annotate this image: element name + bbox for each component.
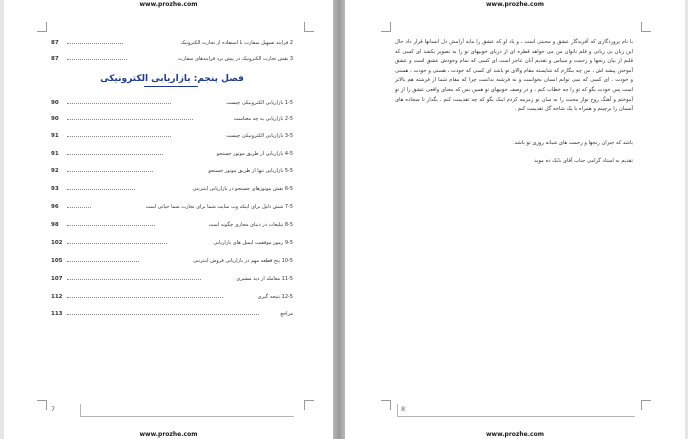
left-page: [4, 0, 333, 439]
chapter-title: فصل پنجم: بازاریابی الکترونیکی: [100, 74, 244, 84]
footer-divider: [397, 404, 398, 416]
toc-entry-page: 107: [51, 276, 63, 282]
toc-entry-text: مراجع: [280, 311, 293, 317]
toc-entry-text: 3-5 بازاریابی الکترونیکی چیست: [226, 133, 293, 139]
toc-entry[interactable]: [51, 149, 293, 160]
toc-entry[interactable]: [51, 292, 293, 303]
dedication-to: تقدیم به استاد گرامی جناب آقای بابک ده موبد: [534, 158, 633, 164]
footer-rule: [80, 416, 294, 417]
dedication-closing: باشد که جبران رنجها و زحمت های شبانه روزی تو باشد.: [513, 140, 633, 146]
toc-entry-text: 12-5 نتیجه گیری: [257, 294, 293, 300]
toc-entry-page: 91: [51, 133, 59, 139]
toc-entry[interactable]: [51, 220, 293, 231]
footer-divider: [80, 404, 81, 416]
toc-entry-text: 3 نقش تجارت الکترونیک در پیش برد فرایندهای سفارت: [178, 56, 293, 62]
toc-entry[interactable]: [51, 131, 293, 142]
toc-entry-text: 10-5 پنج قطعه مهم در بازاریابی فروش اینترنتی: [192, 258, 293, 264]
toc-leader: [67, 59, 127, 60]
toc-entry-page: 90: [51, 116, 59, 122]
toc-entry-text: 9-5 رموز موفقیت ایمیل های بازاریابی: [213, 240, 293, 246]
crop-mark: [641, 22, 651, 32]
toc-leader: [67, 103, 171, 104]
toc-entry-text: 2-5 بازاریابی به چه معناست: [233, 116, 293, 122]
toc-entry-text: 4-5 بازاریابی از طریق موتور جستجو: [216, 151, 293, 157]
toc-entry[interactable]: [51, 309, 293, 320]
toc-leader: [67, 136, 171, 137]
toc-entry-text: 8-5 تبلیغات در دنیای مجازی چگونه است: [208, 222, 293, 228]
toc-leader: [67, 225, 155, 226]
crop-mark: [304, 22, 314, 32]
page-number: 8: [401, 405, 406, 413]
crop-mark: [304, 400, 314, 410]
toc-entry-page: 87: [51, 40, 59, 46]
toc-leader: [67, 119, 193, 120]
watermark-bottom: www.prozhe.com: [139, 431, 198, 438]
toc-leader: [67, 297, 223, 298]
toc-entry-text: 7-5 شش دلیل برای اینکه وب سایت شما برای تجارت شما حیاتی است: [145, 204, 293, 210]
toc-entry[interactable]: [51, 202, 293, 213]
toc-entry-page: 113: [51, 311, 63, 317]
dedication-paragraph: با نام پروردگاری که آفریدگار عشق و محبتی است ، و یاد او که عشق را مایه آرامش دل انسانها قرار داد حال این زبان بی زبانی و قلم ناتوان من می خواهد قطره ای از دریای خوبیهای تو را به تصویر بکشد ای کسی که قلبم از بیان رنجها و زحمت و سیاس و تقدیم آنان عاجز است ای کسی که تمام وجودش عشق است و عشق آموختن پیشه اش ، من چه بنگارم که شایسته مقام والای تو باشد ای کسی که خودت ، هستی و خودت ، هستی و خودت ، ای کسی که نمی توانم انسان بخوانمت و نه فرشته بدانمت چرا که مقام شما از فرشته هم بالاتر است پس خودت بگو که تو را چه خطاب کنم ، و در وصف خوبیهای تو همین بس که معنای واقعی عشق را از تو آموختم و آهنگ روح نواز محبت را به سان نو زمزمه کردم اینک بگو که چه تقدیمت کنم ، بگذار تا سجاده های آسمان را برچینم و همراه با یک شاخه گل تقدیمت کنم .: [395, 39, 633, 113]
watermark-bottom: www.prozhe.com: [486, 431, 544, 438]
toc-entry[interactable]: [51, 54, 293, 65]
toc-leader: [67, 171, 153, 172]
footer-rule: [397, 416, 635, 417]
toc-leader: [67, 314, 259, 315]
toc-entry-page: 102: [51, 240, 63, 246]
toc-entry[interactable]: [51, 38, 293, 49]
toc-leader: [67, 154, 163, 155]
toc-entry-text: 1-5 بازاریابی الکترونیکی چیست: [226, 100, 293, 106]
toc-entry-page: 87: [51, 56, 59, 62]
toc-entry-text: 2 فرایند تسهیل سفارت با استفاده از تجارت الکترونیک: [180, 40, 293, 46]
crop-mark: [37, 400, 47, 410]
toc-entry[interactable]: [51, 238, 293, 249]
toc-leader: [67, 207, 91, 208]
toc-entry[interactable]: [51, 114, 293, 125]
book-gutter: [333, 0, 345, 439]
toc-leader: [67, 189, 135, 190]
crop-mark: [641, 400, 651, 410]
right-page: [345, 0, 685, 439]
toc-entry-page: 105: [51, 258, 63, 264]
toc-entry-text: 11-5 معامله از دید مشتری: [236, 276, 293, 282]
toc-entry-page: 112: [51, 294, 63, 300]
watermark-top: www.prozhe.com: [486, 1, 544, 8]
toc-entry[interactable]: [51, 274, 293, 285]
crop-mark: [381, 400, 391, 410]
page-number: 7: [51, 405, 56, 413]
toc-entry-page: 93: [51, 186, 59, 192]
toc-entry-page: 91: [51, 151, 59, 157]
toc-leader: [67, 43, 123, 44]
toc-entry[interactable]: [51, 256, 293, 267]
toc-entry[interactable]: [51, 184, 293, 195]
toc-leader: [67, 279, 201, 280]
crop-mark: [37, 22, 47, 32]
toc-leader: [67, 261, 139, 262]
toc-entry[interactable]: [51, 98, 293, 109]
toc-leader: [67, 243, 167, 244]
toc-entry-page: 96: [51, 204, 59, 210]
crop-mark: [381, 22, 391, 32]
chapter-title-underline: [144, 86, 198, 87]
watermark-top: www.prozhe.com: [139, 1, 198, 8]
toc-entry-text: 5-5 بازاریابی تنها از طریق موتور جستجو: [208, 168, 293, 174]
toc-entry[interactable]: [51, 166, 293, 177]
toc-entry-page: 90: [51, 100, 59, 106]
toc-entry-page: 98: [51, 222, 59, 228]
toc-entry-text: 6-5 نقش موتورهای جستجو در بازاریابی اینترنتی: [192, 186, 293, 192]
toc-entry-page: 92: [51, 168, 59, 174]
